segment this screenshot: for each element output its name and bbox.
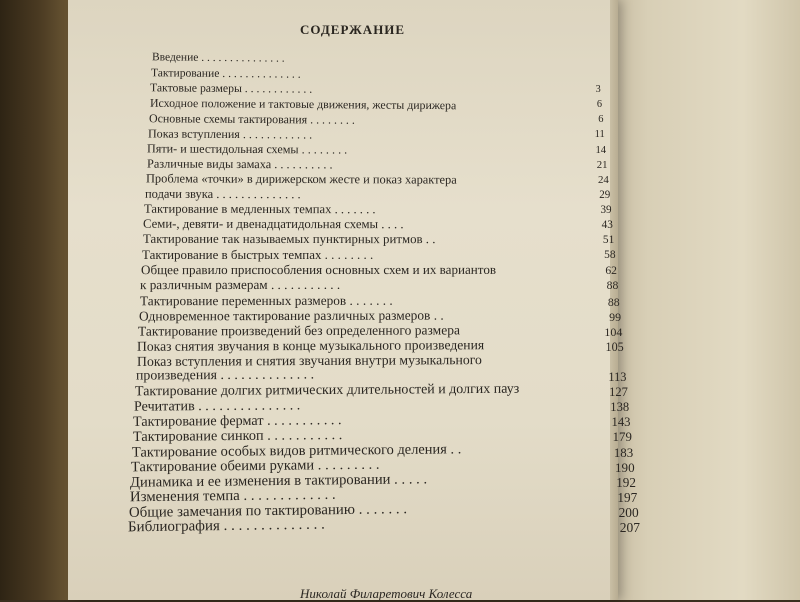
toc-entry: Тактирование в медленных темпах . . . . . . .	[144, 202, 376, 217]
toc-page-number: 88	[606, 279, 619, 293]
toc-entry: Семи-, девяти- и двенадцатидольная схемы . . . .	[143, 217, 405, 232]
background-left	[0, 0, 70, 600]
toc-entry: Тактовые размеры . . . . . . . . . . . .	[150, 81, 313, 96]
toc-entry: Основные схемы тактирования . . . . . . . .	[148, 111, 355, 127]
toc-entry: Тактирование . . . . . . . . . . . . . .	[151, 66, 301, 81]
toc-page-number: 105	[605, 339, 624, 354]
toc-entry: Показ вступления и снятия звучания внутри музыкального	[136, 351, 482, 369]
toc-page-number: 24	[597, 174, 609, 187]
toc-entry: Библиография . . . . . . . . . . . . . .	[127, 516, 325, 536]
toc-page-number: 143	[611, 414, 631, 429]
toc-entry: Тактирование переменных размеров . . . . . . .	[139, 292, 393, 308]
toc-entry: Тактирование в быстрых темпах . . . . . . . .	[141, 247, 374, 263]
toc-page-number: 29	[599, 189, 611, 202]
toc-page-number: 14	[595, 144, 607, 157]
toc-entry: Тактирование особых видов ритмического деления . .	[131, 441, 462, 461]
toc-entry: Тактирование произведений без определенного размера	[138, 321, 461, 339]
toc-entry: Пяти- и шестидольная схемы . . . . . . . .	[147, 141, 348, 157]
toc-entry: Различные виды замаха . . . . . . . . . .	[146, 156, 333, 172]
toc-entry: Введение . . . . . . . . . . . . . . .	[151, 51, 285, 65]
toc-page-number: 58	[604, 249, 616, 262]
toc-page-number: 88	[607, 294, 620, 309]
page-title: СОДЕРЖАНИЕ	[300, 22, 406, 37]
toc-page-number: 197	[617, 489, 638, 505]
toc-entry: Тактирование обеими руками . . . . . . . . .	[131, 456, 380, 476]
toc-entry: Тактирование фермат . . . . . . . . . . .	[133, 411, 343, 430]
toc-entry: Речитатив . . . . . . . . . . . . . . .	[134, 397, 301, 415]
toc-page-number: 3	[595, 84, 601, 96]
toc-page-number: 21	[596, 159, 608, 172]
toc-entry: Тактирование синкоп . . . . . . . . . . .	[132, 426, 343, 445]
toc-page-number: 200	[618, 504, 639, 520]
toc-entry: Изменения темпа . . . . . . . . . . . . .	[129, 486, 336, 506]
toc-entry: Тактирование так называемых пунктирных ритмов . .	[142, 232, 436, 247]
toc-entry: Показ снятия звучания в конце музыкального произведения	[137, 336, 485, 354]
toc-page-number: 6	[598, 114, 604, 126]
toc-entry: Динамика и ее изменения в тактировании . . . . .	[130, 471, 428, 491]
toc-page-number: 39	[600, 204, 612, 217]
toc-entry: подачи звука . . . . . . . . . . . . . .	[145, 187, 301, 202]
toc-page-number: 192	[616, 474, 636, 490]
toc-page-number: 62	[605, 264, 617, 278]
toc-entry: Тактирование долгих ритмических длительностей и долгих пауз	[134, 381, 520, 400]
toc-page-number: 6	[596, 99, 603, 111]
toc-entry: Одновременное тактирование различных размеров . .	[138, 307, 444, 323]
toc-page-number: 179	[612, 429, 632, 444]
toc-page-number: 207	[619, 520, 640, 535]
toc-entry: Общие замечания по тактированию . . . . . . .	[128, 501, 407, 521]
toc-page-number: 113	[608, 369, 627, 384]
toc-entry: Проблема «точки» в дирижерском жесте и показ характера	[145, 171, 457, 187]
toc-page-number: 99	[609, 309, 622, 324]
toc-page-number: 51	[602, 234, 615, 247]
toc-page-number: 183	[613, 444, 634, 460]
toc-page-number: 11	[594, 129, 605, 141]
toc-page-number: 138	[610, 399, 630, 414]
toc-page-number: 43	[601, 219, 613, 232]
toc-entry: Общее правило приспособления основных схем и их вариантов	[141, 262, 497, 278]
toc-entry: произведения . . . . . . . . . . . . . .	[135, 367, 314, 384]
toc-entry: к различным размерам . . . . . . . . . . .	[140, 277, 341, 293]
toc-page-number: 127	[609, 384, 628, 399]
toc-entry: Исходное положение и тактовые движения, жесты дирижера	[149, 95, 456, 113]
toc-page-number: 104	[604, 324, 623, 339]
toc-page-number: 190	[615, 459, 635, 475]
toc-entry: Показ вступления . . . . . . . . . . . .	[148, 126, 313, 142]
author-line: Николай Филаретович Колесса	[300, 586, 473, 601]
